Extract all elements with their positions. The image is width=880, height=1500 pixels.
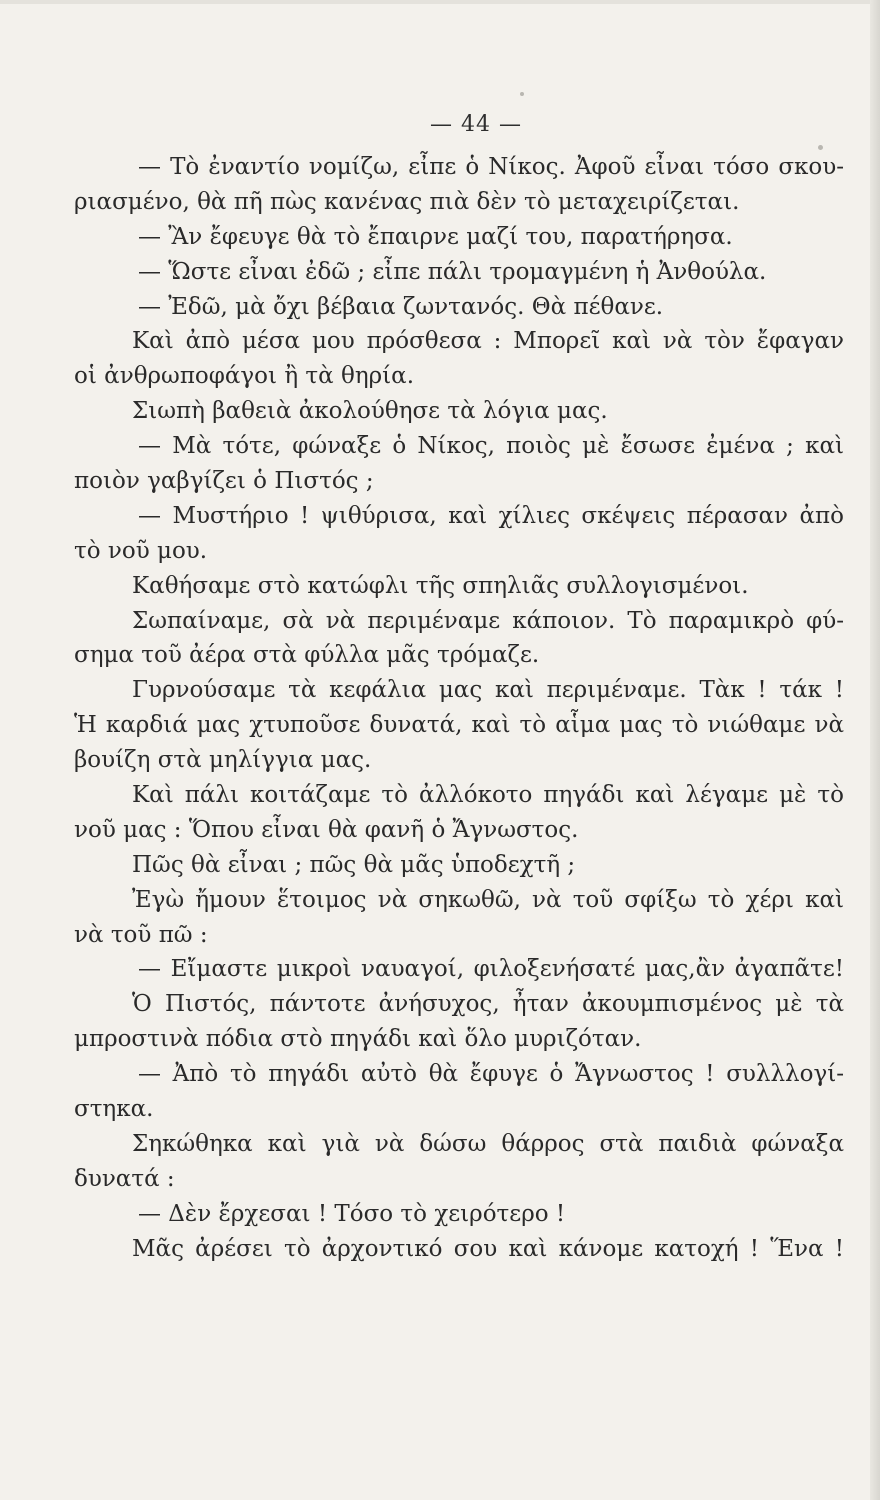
text-line: — Μυστήριο ! ψιθύρισα, καὶ χίλιες σκέψεις πέρασαν ἀπὸ (138, 502, 844, 529)
text-line: τὸ νοῦ μου. (74, 537, 208, 564)
text-line: — Εἴμαστε μικροὶ ναυαγοί, φιλοξενήσατέ μας,ἂν ἀγαπᾶτε! (138, 956, 844, 983)
text-line: Μᾶς ἀρέσει τὸ ἀρχοντικό σου καὶ κάνομε κατοχή ! Ἕνα ! (132, 1235, 844, 1262)
text-line: Ἡ καρδιά μας χτυποῦσε δυνατά, καὶ τὸ αἷμα μας τὸ νιώθαμε νὰ (74, 712, 844, 739)
text-line: στηκα. (74, 1096, 154, 1123)
text-line: ριασμένο, θὰ πῆ πὼς κανένας πιὰ δὲν τὸ μεταχειρίζεται. (74, 188, 740, 215)
text-line: σημα τοῦ ἀέρα στὰ φύλλα μᾶς τρόμαζε. (74, 642, 540, 669)
text-line: βουίζη στὰ μηλίγγια μας. (74, 747, 372, 774)
text-line: Γυρνούσαμε τὰ κεφάλια μας καὶ περιμέναμε. Τὰκ ! τάκ ! (132, 677, 844, 704)
text-line: μπροστινὰ πόδια στὸ πηγάδι καὶ ὅλο μυριζόταν. (74, 1026, 642, 1053)
text-line: — Ἂν ἔφευγε θὰ τὸ ἔπαιρνε μαζί του, παρατήρησα. (138, 223, 733, 250)
text-line: Πῶς θὰ εἶναι ; πῶς θὰ μᾶς ὑποδεχτῆ ; (132, 851, 576, 878)
text-line: δυνατά : (74, 1165, 175, 1192)
text-line: Καὶ πάλι κοιτάζαμε τὸ ἀλλόκοτο πηγάδι καὶ λέγαμε μὲ τὸ (132, 782, 844, 809)
text-line: νοῦ μας : Ὅπου εἶναι θὰ φανῆ ὁ Ἄγνωστος. (74, 816, 579, 843)
text-line: νὰ τοῦ πῶ : (74, 921, 208, 948)
text-line: Σιωπὴ βαθειὰ ἀκολούθησε τὰ λόγια μας. (132, 398, 608, 425)
text-line: οἱ ἀνθρωποφάγοι ἢ τὰ θηρία. (74, 363, 415, 390)
page-top-edge (0, 0, 880, 4)
text-line: — Ἐδῶ, μὰ ὄχι βέβαια ζωντανός. Θὰ πέθανε. (138, 293, 664, 320)
text-line: Καθήσαμε στὸ κατώφλι τῆς σπηλιᾶς συλλογισμένοι. (132, 572, 749, 599)
text-line: — Δὲν ἔρχεσαι ! Τόσο τὸ χειρότερο ! (138, 1200, 566, 1227)
page-right-edge (870, 0, 880, 1500)
text-line: Ὁ Πιστός, πάντοτε ἀνήσυχος, ἦταν ἀκουμπισμένος μὲ τὰ (132, 991, 844, 1018)
page-number: — 44 — (430, 112, 522, 137)
text-line: — Ὥστε εἶναι ἐδῶ ; εἶπε πάλι τρομαγμένη ἡ Ἀνθούλα. (138, 258, 767, 285)
body-text (74, 150, 844, 1267)
text-line: Ἐγὼ ἤμουν ἕτοιμος νὰ σηκωθῶ, νὰ τοῦ σφίξω τὸ χέρι καὶ (132, 886, 844, 913)
text-line: Σηκώθηκα καὶ γιὰ νὰ δώσω θάρρος στὰ παιδιὰ φώναξα (132, 1130, 844, 1157)
text-line: ποιὸν γαβγίζει ὁ Πιστός ; (74, 468, 374, 495)
text-line: — Ἀπὸ τὸ πηγάδι αὐτὸ θὰ ἔφυγε ὁ Ἄγνωστος ! συλλλογί- (138, 1061, 844, 1088)
text-line: Σωπαίναμε, σὰ νὰ περιμέναμε κάποιον. Τὸ παραμικρὸ φύ- (132, 607, 844, 634)
text-line: Καὶ ἀπὸ μέσα μου πρόσθεσα : Μπορεῖ καὶ νὰ τὸν ἔφαγαν (132, 328, 844, 355)
ink-speck (520, 92, 524, 96)
text-line: — Μὰ τότε, φώναξε ὁ Νίκος, ποιὸς μὲ ἔσωσε ἐμένα ; καὶ (138, 433, 844, 460)
text-line: — Τὸ ἐναντίο νομίζω, εἶπε ὁ Νίκος. Ἀφοῦ εἶναι τόσο σκου- (138, 154, 844, 180)
